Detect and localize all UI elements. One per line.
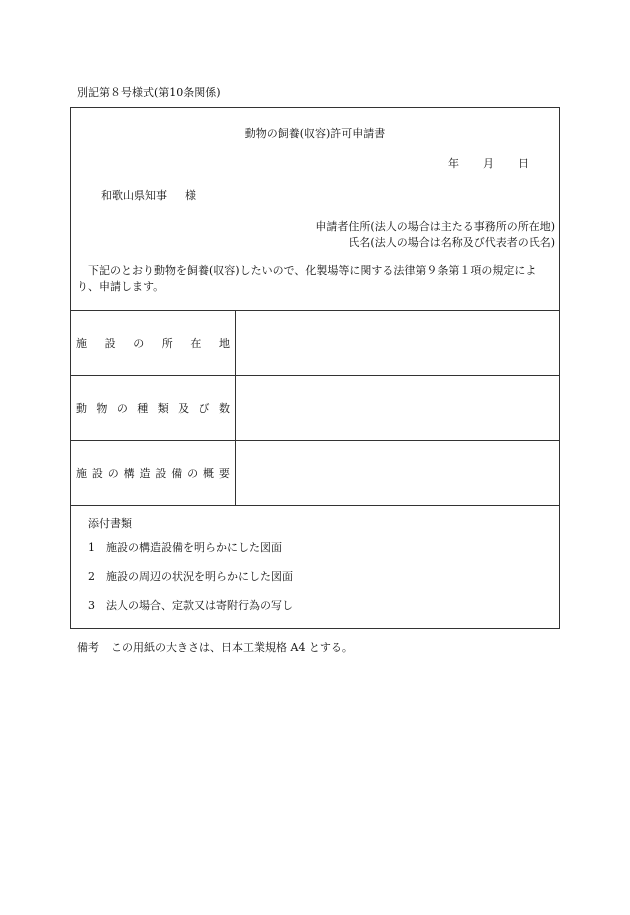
label-char: 設	[91, 466, 103, 480]
label-char: 在	[190, 336, 202, 350]
label-char: の	[133, 336, 145, 350]
attachment-item	[88, 568, 293, 584]
label-char: び	[198, 401, 210, 415]
label-char: 及	[178, 401, 190, 415]
facility-structure-row	[71, 440, 559, 506]
label-char: 設	[155, 466, 167, 480]
attachment-number: 2	[88, 570, 95, 583]
addressee-name: 和歌山県知事	[101, 189, 167, 202]
facility-structure-label	[76, 465, 230, 481]
label-char: 種	[137, 401, 149, 415]
date-line	[448, 155, 529, 171]
animal-type-count-label-cell	[71, 375, 236, 440]
label-char: 施	[76, 336, 87, 350]
remark-text: この用紙の大きさは、日本工業規格 A4 とする。	[111, 641, 353, 654]
label-char: 要	[218, 466, 230, 480]
label-char: の	[116, 401, 128, 415]
form-title: 動物の飼養(収容)許可申請書	[244, 127, 386, 140]
label-char: 備	[171, 466, 183, 480]
facility-structure-field[interactable]	[236, 440, 559, 505]
addressee	[101, 187, 196, 203]
label-char: 構	[123, 466, 135, 480]
attachment-text: 施設の周辺の状況を明らかにした図面	[106, 570, 293, 583]
label-char: の	[187, 466, 199, 480]
animal-type-count-row	[71, 375, 559, 441]
application-form	[70, 107, 560, 629]
label-char: 類	[157, 401, 169, 415]
addressee-honorific: 様	[185, 189, 196, 202]
facility-structure-label-cell	[71, 440, 236, 505]
attachment-text: 法人の場合、定款又は寄附行為の写し	[106, 599, 293, 612]
attachment-number: 1	[88, 541, 95, 554]
label-char: 数	[218, 401, 230, 415]
label-char: 造	[139, 466, 151, 480]
label-char: 設	[104, 336, 116, 350]
application-statement: 下記のとおり動物を飼養(収容)したいので、化製場等に関する法律第９条第１項の規定により、申請します。	[77, 264, 537, 293]
attachment-item	[88, 597, 293, 613]
remark-label: 備考	[77, 641, 99, 654]
date-year-label: 年	[448, 157, 459, 170]
label-char: 概	[203, 466, 214, 480]
form-header-section	[71, 108, 559, 311]
facility-location-field[interactable]	[236, 310, 559, 375]
label-char: 物	[96, 401, 108, 415]
date-month-label: 月	[483, 157, 494, 170]
label-char: の	[107, 466, 119, 480]
attachments-section	[71, 506, 559, 628]
animal-type-count-label	[76, 400, 230, 416]
attachment-number: 3	[88, 599, 95, 612]
label-char: 地	[218, 336, 230, 350]
animal-type-count-field[interactable]	[236, 375, 559, 440]
remark	[77, 639, 353, 655]
facility-location-label-cell	[71, 310, 236, 375]
applicant-name-label: 氏名(法人の場合は名称及び代表者の氏名)	[348, 236, 555, 249]
facility-location-label	[76, 335, 230, 351]
facility-location-row	[71, 310, 559, 376]
label-char: 施	[76, 466, 87, 480]
attachments-title: 添付書類	[88, 517, 132, 530]
form-code: 別記第８号様式(第10条関係)	[77, 86, 221, 99]
applicant-address-label: 申請者住所(法人の場合は主たる事務所の所在地)	[315, 220, 555, 233]
attachment-item	[88, 539, 282, 555]
label-char: 所	[161, 336, 173, 350]
label-char: 動	[76, 401, 87, 415]
attachment-text: 施設の構造設備を明らかにした図面	[106, 541, 282, 554]
date-day-label: 日	[518, 157, 529, 170]
